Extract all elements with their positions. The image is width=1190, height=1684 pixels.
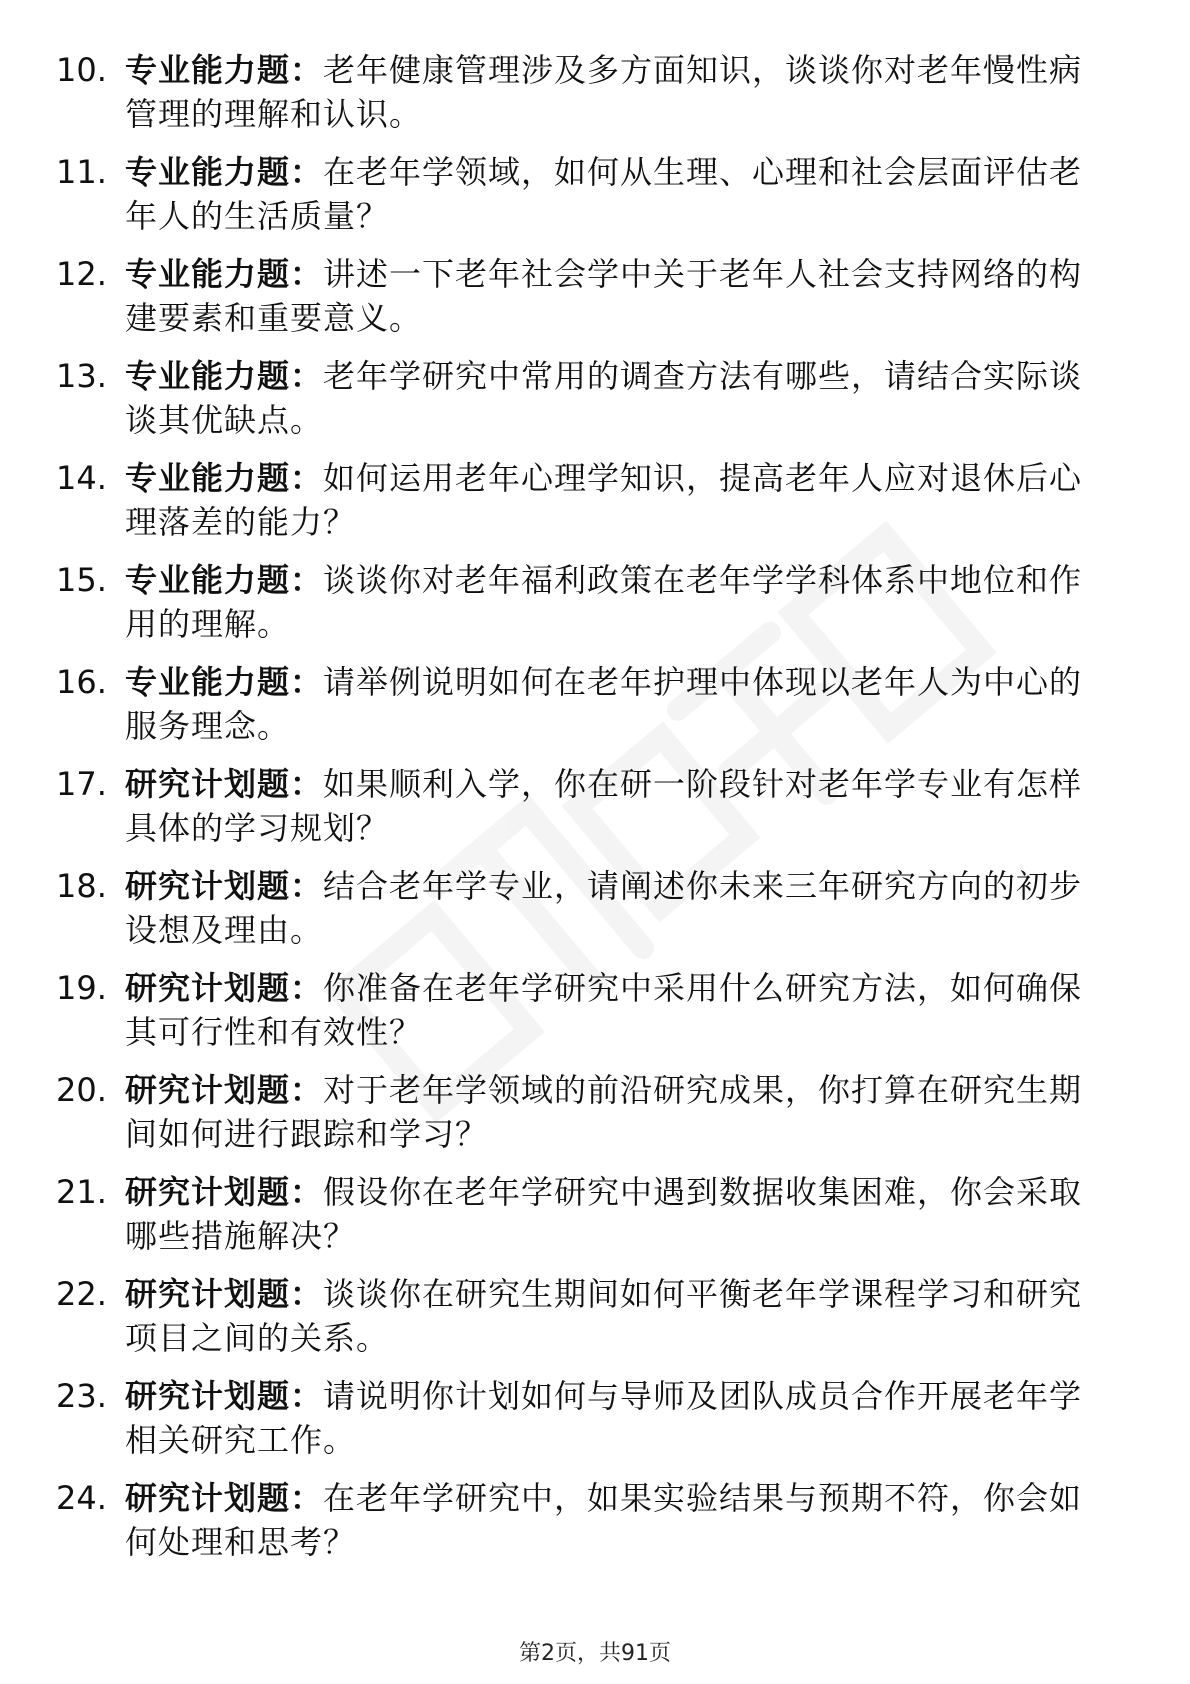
question-number: 18. — [56, 867, 107, 905]
question-number: 21. — [56, 1173, 107, 1211]
question-item — [56, 252, 1116, 354]
question-body — [125, 456, 1115, 544]
question-number: 10. — [56, 51, 107, 89]
question-text: 在老年学领域，如何从生理、心理和社会层面评估老年人的生活质量？ — [125, 153, 1083, 235]
question-category: 研究计划题： — [125, 1173, 324, 1211]
question-number: 15. — [56, 561, 107, 599]
question-body — [125, 48, 1115, 136]
question-number: 11. — [56, 153, 107, 191]
question-item — [56, 456, 1116, 558]
question-body — [125, 354, 1115, 442]
question-text: 对于老年学领域的前沿研究成果，你打算在研究生期间如何进行跟踪和学习？ — [125, 1071, 1083, 1153]
question-body — [125, 150, 1115, 238]
question-number: 14. — [56, 459, 107, 497]
question-body — [125, 1068, 1115, 1156]
question-text: 在老年学研究中，如果实验结果与预期不符，你会如何处理和思考？ — [125, 1479, 1083, 1561]
question-category: 专业能力题： — [125, 51, 324, 89]
question-category: 专业能力题： — [125, 153, 324, 191]
question-text: 老年学研究中常用的调查方法有哪些，请结合实际谈谈其优缺点。 — [125, 357, 1083, 439]
question-text: 如果顺利入学，你在研一阶段针对老年学专业有怎样具体的学习规划？ — [125, 765, 1083, 847]
question-body — [125, 966, 1115, 1054]
question-item — [56, 1170, 1116, 1272]
question-item — [56, 1272, 1116, 1374]
question-text: 如何运用老年心理学知识，提高老年人应对退休后心理落差的能力？ — [125, 459, 1083, 541]
question-text: 你准备在老年学研究中采用什么研究方法，如何确保其可行性和有效性？ — [125, 969, 1083, 1051]
question-item — [56, 354, 1116, 456]
question-number: 13. — [56, 357, 107, 395]
question-body — [125, 864, 1115, 952]
question-text: 假设你在老年学研究中遇到数据收集困难，你会采取哪些措施解决？ — [125, 1173, 1083, 1255]
question-number: 12. — [56, 255, 107, 293]
question-body — [125, 1476, 1115, 1564]
question-item — [56, 966, 1116, 1068]
question-text: 请举例说明如何在老年护理中体现以老年人为中心的服务理念。 — [125, 663, 1083, 745]
question-body — [125, 660, 1115, 748]
question-item — [56, 1068, 1116, 1170]
question-number: 22. — [56, 1275, 107, 1313]
question-category: 研究计划题： — [125, 969, 324, 1007]
question-category: 研究计划题： — [125, 867, 324, 905]
question-list — [56, 48, 1116, 1578]
question-category: 研究计划题： — [125, 1275, 324, 1313]
question-text: 讲述一下老年社会学中关于老年人社会支持网络的构建要素和重要意义。 — [125, 255, 1083, 337]
question-category: 研究计划题： — [125, 1479, 324, 1517]
question-text: 谈谈你在研究生期间如何平衡老年学课程学习和研究项目之间的关系。 — [125, 1275, 1083, 1357]
question-body — [125, 558, 1115, 646]
question-item — [56, 762, 1116, 864]
question-body — [125, 1374, 1115, 1462]
question-item — [56, 864, 1116, 966]
question-text: 请说明你计划如何与导师及团队成员合作开展老年学相关研究工作。 — [125, 1377, 1083, 1459]
question-body — [125, 1170, 1115, 1258]
question-body — [125, 1272, 1115, 1360]
question-item — [56, 558, 1116, 660]
question-number: 24. — [56, 1479, 107, 1517]
question-body — [125, 252, 1115, 340]
question-item — [56, 1476, 1116, 1578]
question-item — [56, 660, 1116, 762]
question-category: 专业能力题： — [125, 663, 324, 701]
question-item — [56, 150, 1116, 252]
question-text: 老年健康管理涉及多方面知识，谈谈你对老年慢性病管理的理解和认识。 — [125, 51, 1083, 133]
question-body — [125, 762, 1115, 850]
question-category: 专业能力题： — [125, 459, 324, 497]
question-category: 专业能力题： — [125, 561, 324, 599]
question-item — [56, 1374, 1116, 1476]
question-category: 研究计划题： — [125, 765, 324, 803]
question-category: 专业能力题： — [125, 357, 324, 395]
question-number: 17. — [56, 765, 107, 803]
question-text: 结合老年学专业，请阐述你未来三年研究方向的初步设想及理由。 — [125, 867, 1083, 949]
question-category: 研究计划题： — [125, 1071, 324, 1109]
question-category: 专业能力题： — [125, 255, 324, 293]
question-text: 谈谈你对老年福利政策在老年学学科体系中地位和作用的理解。 — [125, 561, 1083, 643]
question-number: 19. — [56, 969, 107, 1007]
page-number-footer: 第2页，共91页 — [519, 1641, 671, 1666]
question-category: 研究计划题： — [125, 1377, 324, 1415]
question-number: 23. — [56, 1377, 107, 1415]
question-number: 16. — [56, 663, 107, 701]
question-number: 20. — [56, 1071, 107, 1109]
question-item — [56, 48, 1116, 150]
